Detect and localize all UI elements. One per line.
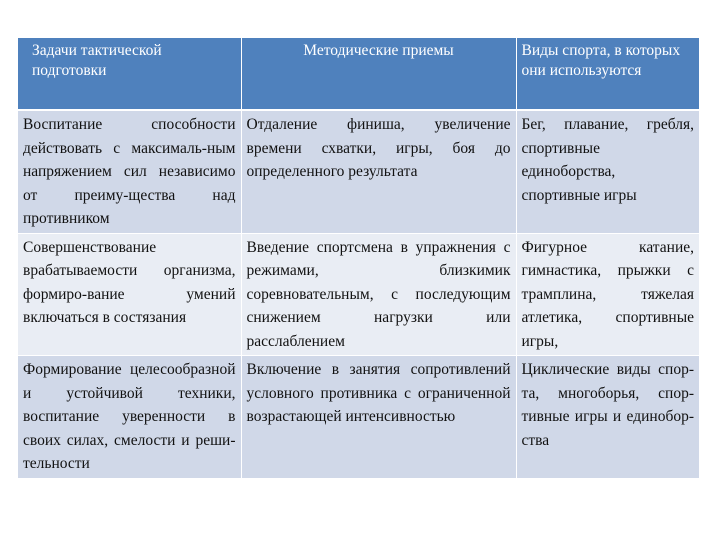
- cell-sports: Циклические виды спор-та, многоборья, спор-тивные игры и единобор-ства: [516, 356, 699, 479]
- header-methods: Методические приемы: [241, 38, 516, 110]
- cell-method: Введение спортсмена в упражнения с режимами, близкимик соревновательным, с последующим снижением нагрузки или расслаблением: [241, 233, 516, 356]
- cell-sports: Фигурное катание, гимнастика, прыжки с трамплина, тяжелая атлетика, спортивные игры,: [516, 233, 699, 356]
- cell-method: Отдаление финиша, увеличение времени схватки, игры, боя до определенного результата: [241, 110, 516, 233]
- table-row: [18, 110, 699, 233]
- cell-method: Включение в занятия сопротивлений условного противника с ограниченной возрастающей интенсивностью: [241, 356, 516, 479]
- header-sports: Виды спорта, в которых они используются: [516, 38, 699, 110]
- cell-task: Воспитание способности действовать с максималь-ным напряжением сил независимо от преиму-щества над противником: [18, 110, 241, 233]
- header-tasks: Задачи тактической подготовки: [18, 38, 241, 110]
- cell-task: Совершенствование врабатываемости организма, формиро-вание умений включаться в состязания: [18, 233, 241, 356]
- table-header-row: [18, 38, 699, 110]
- table-row: [18, 233, 699, 356]
- table-row: [18, 356, 699, 479]
- cell-task: Формирование целесообразной и устойчивой техники, воспитание уверенности в своих силах, смелости и реши-тельности: [18, 356, 241, 479]
- cell-sports: Бег, плавание, гребля, спортивные единоборства, спортивные игры: [516, 110, 699, 233]
- tactical-training-table: [18, 38, 699, 479]
